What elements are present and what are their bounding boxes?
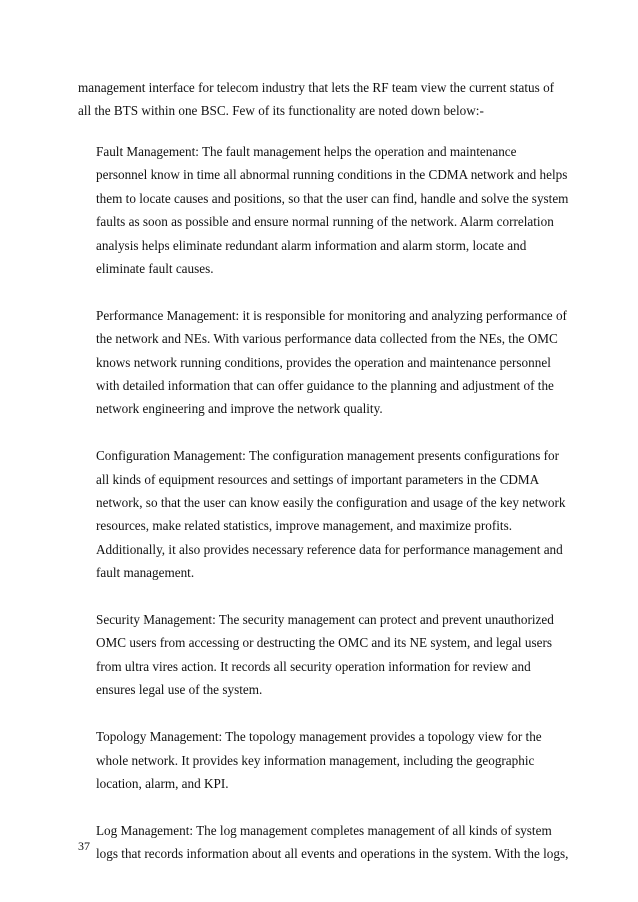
list-item-text: Performance Management: it is responsible for monitoring and analyzing performance of the network and NEs. With various performance data collected from the NEs, the OMC knows network running conditions, provides the operation and maintenance personnel with detailed information that can offer guidance to the planning and adjustment of the network engineering and improve the network quality.: [96, 307, 567, 417]
functionality-list: [78, 140, 570, 889]
list-item-fault-management: [78, 140, 570, 280]
list-item-configuration-management: [78, 444, 570, 584]
list-item-text: Security Management: The security management can protect and prevent unauthorized OMC users from accessing or destructing the OMC and its NE system, and legal users from ultra vires action. It records all security operation information for review and ensures legal use of the system.: [96, 612, 554, 698]
list-item-performance-management: [78, 304, 570, 421]
list-item-log-management: [78, 819, 570, 866]
page-number: 37: [78, 839, 90, 853]
list-item-text: Fault Management: The fault management helps the operation and maintenance personnel know in time all abnormal running conditions in the CDMA network and helps them to locate causes and positions, so that the user can find, handle and solve the system faults as soon as possible and ensure normal running of the network. Alarm correlation analysis helps eliminate redundant alarm information and alarm storm, locate and eliminate fault causes.: [96, 144, 569, 277]
list-item-text: Configuration Management: The configuration management presents configurations for all kinds of equipment resources and settings of important parameters in the CDMA network, so that the user can know easily the configuration and usage of the key network resources, make related statistics, improve management, and maximize profits. Additionally, it also provides necessary reference data for performance management and fault management.: [96, 448, 566, 581]
list-item-security-management: [78, 608, 570, 702]
intro-paragraph: management interface for telecom industry that lets the RF team view the current status of all the BTS within one BSC. Few of its functionality are noted down below:-: [78, 80, 555, 119]
list-item-topology-management: [78, 725, 570, 795]
list-item-text: Topology Management: The topology management provides a topology view for the whole network. It provides key information management, including the geographic location, alarm, and KPI.: [96, 729, 542, 791]
list-item-text: Log Management: The log management completes management of all kinds of system logs that records information about all events and operations in the system. With the logs,: [96, 822, 569, 862]
